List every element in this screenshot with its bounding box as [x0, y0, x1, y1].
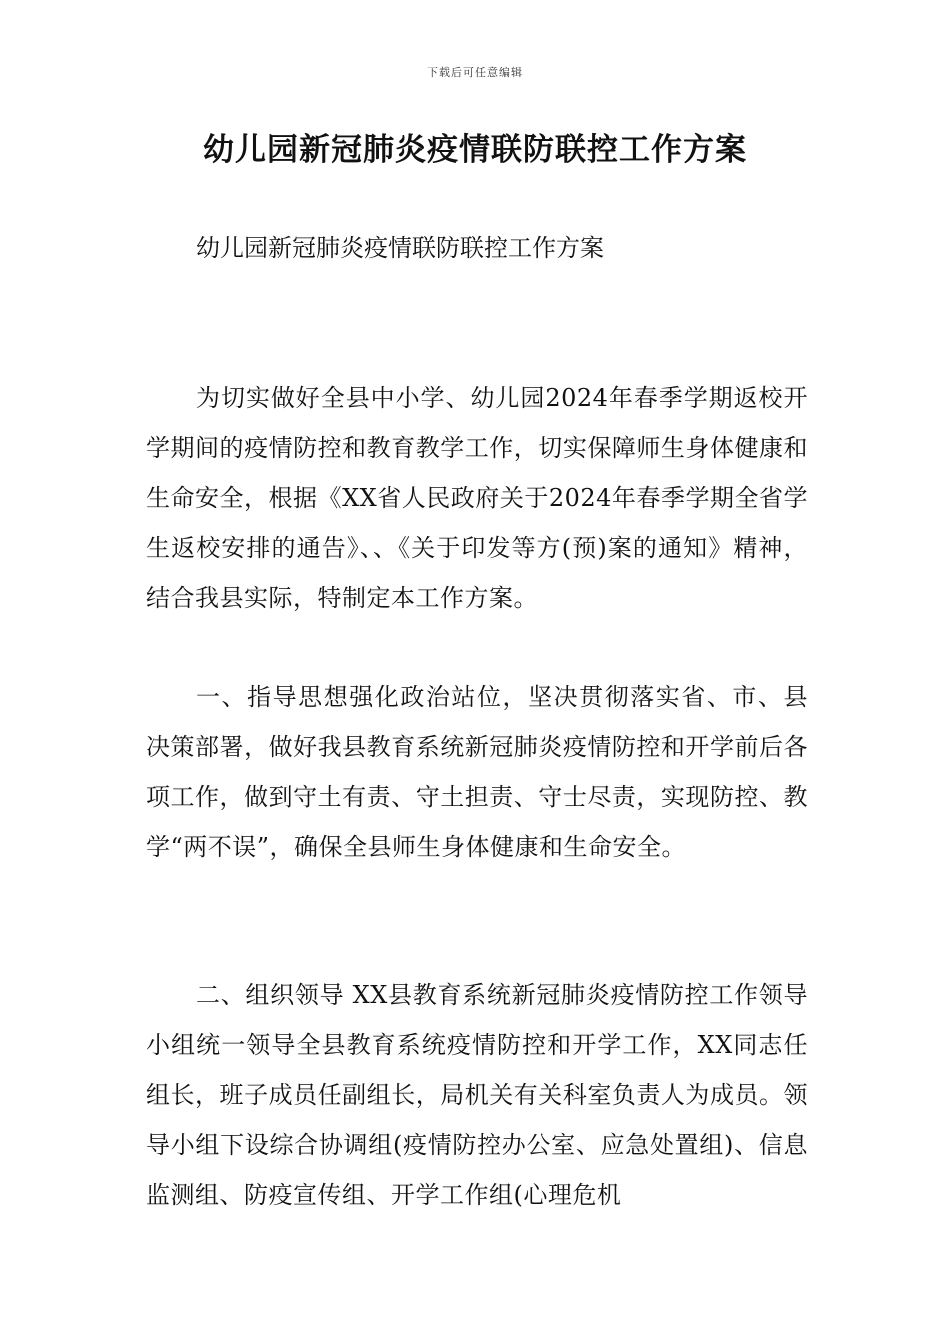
- document-subtitle: 幼儿园新冠肺炎疫情联防联控工作方案: [196, 234, 604, 262]
- header-note: 下载后可任意编辑: [427, 66, 523, 79]
- paragraph-organization: 二、组织领导 XX县教育系统新冠肺炎疫情防控工作领导小组统一领导全县教育系统疫情防控和开学工作，XX同志任组长，班子成员任副组长，局机关有关科室负责人为成员。领导小组下设综合协调组(疫情防控办公室、应急处置组)、信息监测组、防疫宣传组、开学工作组(心理危机: [146, 981, 808, 1209]
- paragraph-guiding-ideology: 一、指导思想强化政治站位，坚决贯彻落实省、市、县决策部署，做好我县教育系统新冠肺炎疫情防控和开学前后各项工作，做到守土有责、守土担责、守士尽责，实现防控、教学“两不误”，确保全县师生身体健康和生命安全。: [146, 683, 808, 861]
- document-title: 幼儿园新冠肺炎疫情联防联控工作方案: [203, 132, 747, 168]
- paragraph-intro: 为切实做好全县中小学、幼儿园2024年春季学期返校开学期间的疫情防控和教育教学工作，切实保障师生身体健康和生命安全，根据《XX省人民政府关于2024年春季学期全省学生返校安排的通告》、、《关于印发等方(预)案的通知》精神，结合我县实际，特制定本工作方案。: [146, 384, 808, 612]
